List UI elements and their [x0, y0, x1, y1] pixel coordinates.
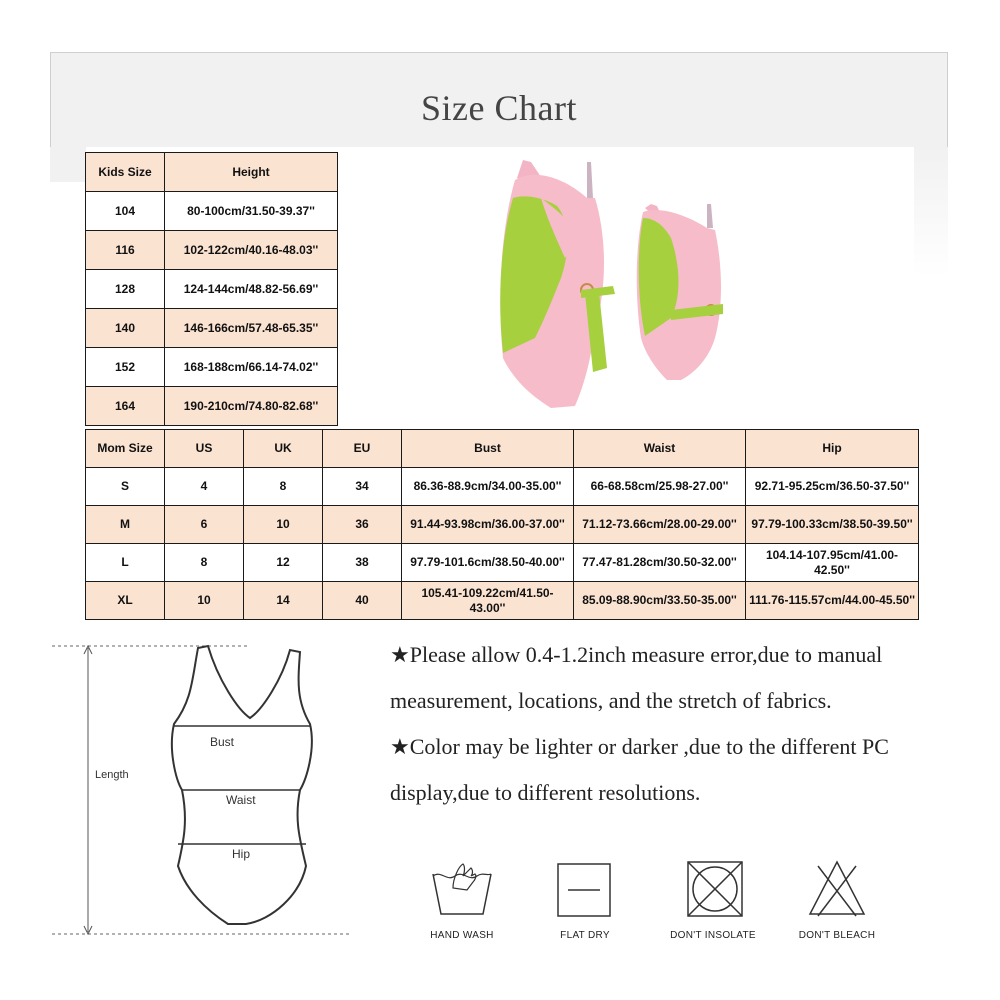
table-row [86, 192, 338, 231]
table-cell: 38 [323, 544, 402, 582]
swimsuit-outline [172, 646, 312, 924]
note-measure-error: ★Please allow 0.4-1.2inch measure error,due to manual measurement, locations, and the stretch of fabrics. [390, 642, 883, 713]
table-cell: 8 [244, 468, 323, 506]
care-dont-insolate [658, 858, 768, 958]
table-cell: 111.76-115.57cm/44.00-45.50'' [746, 582, 919, 620]
table-cell: S [86, 468, 165, 506]
banner-shade-right [914, 147, 948, 277]
care-label: FLAT DRY [560, 930, 610, 941]
table-cell: 77.47-81.28cm/30.50-32.00'' [574, 544, 746, 582]
header-cell: Kids Size [86, 153, 165, 192]
care-label: DON'T BLEACH [798, 930, 876, 941]
table-cell: 92.71-95.25cm/36.50-37.50'' [746, 468, 919, 506]
table-cell: 80-100cm/31.50-39.37'' [165, 192, 338, 231]
measurement-diagram [50, 640, 350, 940]
flat-dry-icon [550, 858, 620, 920]
table-cell: 12 [244, 544, 323, 582]
table-cell: 91.44-93.98cm/36.00-37.00'' [402, 506, 574, 544]
table-row [86, 309, 338, 348]
care-hand-wash [407, 858, 517, 958]
page-title: Size Chart [421, 88, 577, 128]
table-cell: 140 [86, 309, 165, 348]
header-cell: Mom Size [86, 430, 165, 468]
table-cell: 10 [165, 582, 244, 620]
table-row [86, 544, 919, 582]
table-cell: 152 [86, 348, 165, 387]
table-cell: 146-166cm/57.48-65.35'' [165, 309, 338, 348]
table-cell: 97.79-100.33cm/38.50-39.50'' [746, 506, 919, 544]
table-header-row [86, 153, 338, 192]
table-cell: 104 [86, 192, 165, 231]
dont-insolate-icon [678, 858, 748, 920]
header-cell: Height [165, 153, 338, 192]
table-cell: 66-68.58cm/25.98-27.00'' [574, 468, 746, 506]
header-cell: US [165, 430, 244, 468]
notes-block [390, 632, 950, 816]
table-cell: 4 [165, 468, 244, 506]
bust-label: Bust [210, 735, 235, 749]
title-banner [50, 52, 948, 147]
table-row [86, 468, 919, 506]
table-cell: L [86, 544, 165, 582]
table-row [86, 270, 338, 309]
kids-swimsuit [637, 204, 723, 380]
table-row [86, 506, 919, 544]
swimsuit-product-image [495, 158, 745, 414]
hand-wash-icon [427, 858, 497, 920]
hip-label: Hip [232, 847, 251, 861]
care-dont-bleach [782, 858, 892, 958]
table-cell: 104.14-107.95cm/41.00-42.50'' [746, 544, 919, 582]
table-cell: 124-144cm/48.82-56.69'' [165, 270, 338, 309]
table-cell: 85.09-88.90cm/33.50-35.00'' [574, 582, 746, 620]
care-label: DON'T INSOLATE [670, 930, 756, 941]
table-cell: 71.12-73.66cm/28.00-29.00'' [574, 506, 746, 544]
table-cell: 164 [86, 387, 165, 426]
table-cell: 97.79-101.6cm/38.50-40.00'' [402, 544, 574, 582]
table-cell: 168-188cm/66.14-74.02'' [165, 348, 338, 387]
table-row [86, 387, 338, 426]
table-cell: 36 [323, 506, 402, 544]
header-cell: Bust [402, 430, 574, 468]
table-row [86, 582, 919, 620]
table-cell: XL [86, 582, 165, 620]
table-cell: 34 [323, 468, 402, 506]
table-cell: 102-122cm/40.16-48.03'' [165, 231, 338, 270]
header-cell: EU [323, 430, 402, 468]
table-cell: 128 [86, 270, 165, 309]
table-cell: M [86, 506, 165, 544]
waist-label: Waist [226, 793, 256, 807]
header-cell: UK [244, 430, 323, 468]
header-cell: Hip [746, 430, 919, 468]
table-cell: 190-210cm/74.80-82.68'' [165, 387, 338, 426]
table-cell: 10 [244, 506, 323, 544]
table-cell: 86.36-88.9cm/34.00-35.00'' [402, 468, 574, 506]
table-cell: 105.41-109.22cm/41.50-43.00'' [402, 582, 574, 620]
table-cell: 14 [244, 582, 323, 620]
table-cell: 40 [323, 582, 402, 620]
kids-size-table [85, 152, 338, 426]
care-flat-dry [530, 858, 640, 958]
table-row [86, 348, 338, 387]
table-row [86, 231, 338, 270]
care-label: HAND WASH [430, 930, 494, 941]
table-cell: 116 [86, 231, 165, 270]
table-cell: 8 [165, 544, 244, 582]
mom-size-table [85, 429, 919, 620]
length-label: Length [95, 769, 129, 781]
header-cell: Waist [574, 430, 746, 468]
banner-shade-left [50, 147, 86, 182]
dont-bleach-icon [802, 858, 872, 920]
table-header-row [86, 430, 919, 468]
table-cell: 6 [165, 506, 244, 544]
mom-swimsuit [500, 160, 615, 408]
note-color: ★Color may be lighter or darker ,due to the different PC display,due to different resolutions. [390, 734, 889, 805]
